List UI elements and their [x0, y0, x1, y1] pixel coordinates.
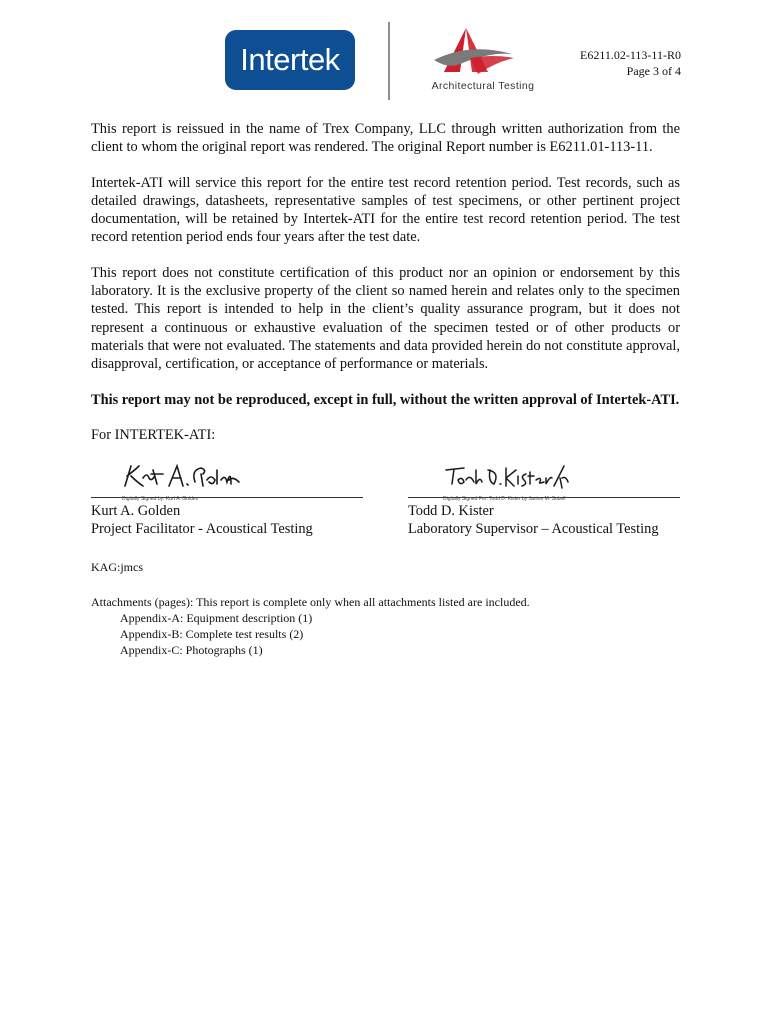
signature-row: [91, 460, 680, 556]
attachments-intro: Attachments (pages): This report is complete only when all attachments listed are included.: [91, 595, 530, 610]
ati-logo: [418, 24, 548, 96]
signer-name-left: Kurt A. Golden: [91, 503, 181, 520]
paragraph-reissue: This report is reissued in the name of Trex Company, LLC through written authorization from the client to whom the original report was rendered. The original Report number is E6211.01-113-11.: [91, 121, 680, 156]
document-number: E6211.02-113-11-R0: [580, 48, 681, 62]
signature-block-left: [91, 460, 363, 538]
ati-logo-text: Architectural Testing: [431, 80, 535, 92]
page-number: Page 3 of 4: [626, 64, 681, 78]
signer-title-right: Laboratory Supervisor – Acoustical Testing: [408, 521, 659, 538]
signer-title-left: Project Facilitator - Acoustical Testing: [91, 521, 313, 538]
paragraph-retention: Intertek-ATI will service this report for the entire test record retention period. Test records, such as detailed drawings, datasheets, representative samples of test specimens, or other pertinent project documentation, will be retained by Intertek-ATI for the entire test record retention period. The test record retention period ends four years after the test date.: [91, 174, 680, 246]
signature-golden-image: [121, 460, 241, 490]
signer-name-right: Todd D. Kister: [408, 503, 494, 520]
attachment-item: Appendix-C: Photographs (1): [120, 643, 263, 658]
attachment-item: Appendix-A: Equipment description (1): [120, 611, 313, 626]
digital-signature-note-left: Digitally Signed by: Kurt A. Golden: [122, 496, 199, 503]
ati-triangle-icon: [430, 24, 536, 80]
report-body: [91, 120, 680, 658]
paragraph-disclaimer: This report does not constitute certification of this product nor an opinion or endorsement by this laboratory. It is the exclusive property of the client so named herein and relates only to the specimen tested. This report is intended to help in the client’s quality assurance program, but it does not represent a continuous or exhaustive evaluation of the specimen tested or of other products or materials that were not evaluated. The statements and data provided herein do not constitute approval, disapproval, certification, or acceptance of performance or materials.: [91, 264, 680, 373]
for-company-line: For INTERTEK-ATI:: [91, 426, 216, 443]
digital-signature-note-right: Digitally Signed For: Todd D. Kister by Janine M. Sobell: [443, 496, 566, 503]
typist-initials: KAG:jmcs: [91, 560, 143, 575]
signature-block-right: [408, 460, 680, 538]
attachments-section: [91, 594, 680, 658]
signature-kister-image: [442, 460, 572, 490]
intertek-logo: [225, 30, 355, 90]
logo-divider: [388, 22, 390, 100]
reproduction-notice: This report may not be reproduced, except in full, without the written approval of Intertek-ATI.: [91, 391, 680, 408]
document-id-block: [580, 47, 681, 79]
intertek-logo-text: Intertek: [240, 42, 340, 77]
attachment-item: Appendix-B: Complete test results (2): [120, 627, 304, 642]
